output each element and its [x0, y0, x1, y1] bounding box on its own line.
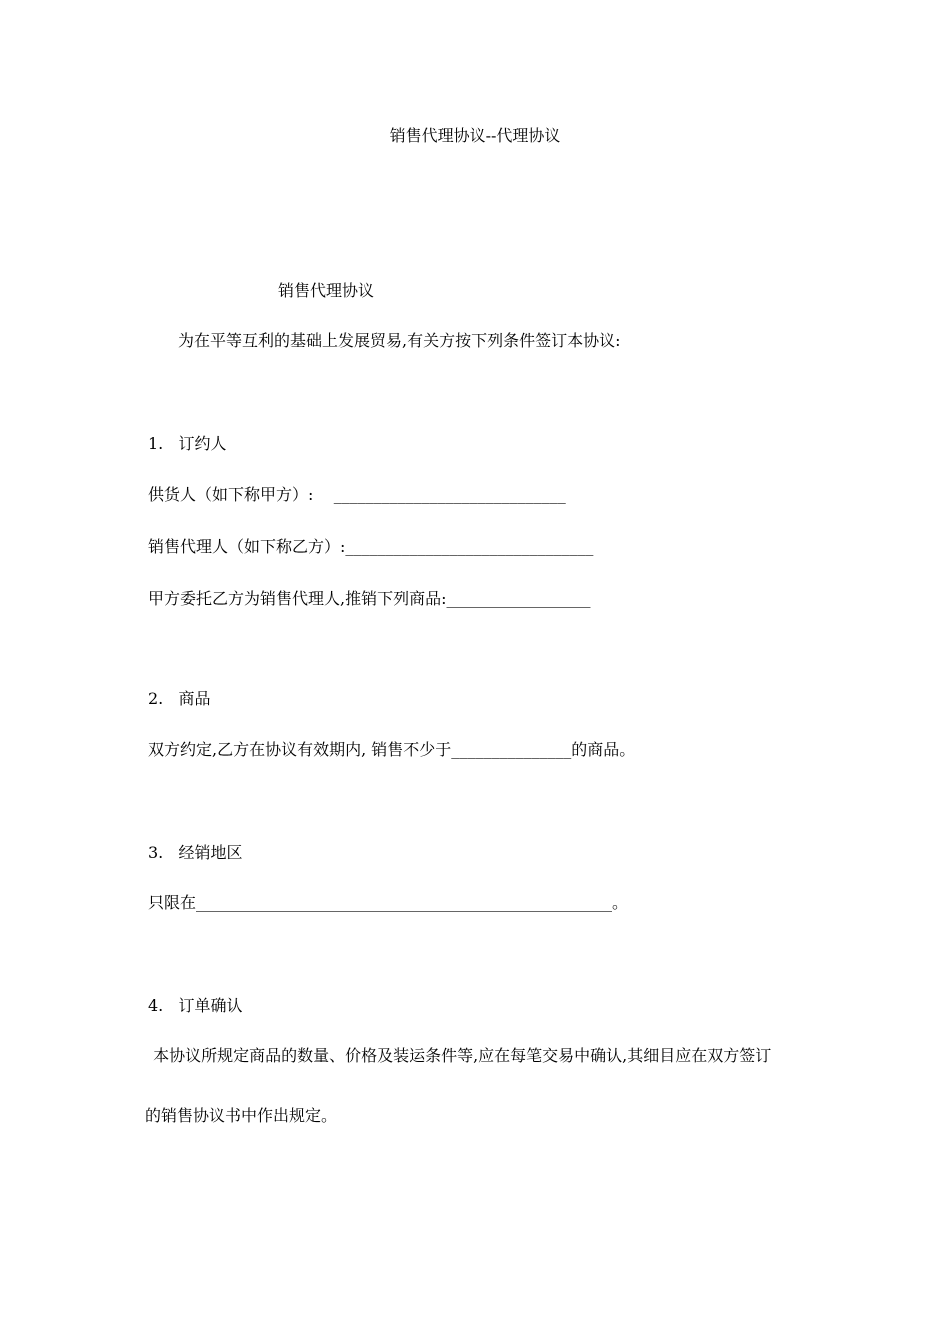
agent-line: 销售代理人（如下称乙方）:_______________________________ [148, 537, 594, 556]
section-2-text: 双方约定,乙方在协议有效期内, 销售不少于_______________的商品。 [148, 740, 636, 759]
section-3-heading: 3. 经销地区 [148, 843, 243, 862]
entrust-line: 甲方委托乙方为销售代理人,推销下列商品:__________________ [148, 589, 591, 608]
section-4-text-line2: 的销售协议书中作出规定。 [145, 1106, 338, 1125]
document-title: 销售代理协议--代理协议 [389, 126, 561, 145]
section-1-heading: 1. 订约人 [148, 434, 227, 453]
intro-paragraph: 为在平等互利的基础上发展贸易,有关方按下列条件签订本协议: [178, 331, 621, 350]
section-2-heading: 2. 商品 [148, 689, 211, 708]
supplier-line: 供货人（如下称甲方）: _____________________________ [148, 485, 566, 504]
section-4-text-line1: 本协议所规定商品的数量、价格及装运条件等,应在每笔交易中确认,其细目应在双方签订 [148, 1046, 772, 1065]
section-4-heading: 4. 订单确认 [148, 996, 243, 1015]
agreement-subtitle: 销售代理协议 [278, 281, 375, 300]
section-3-text: 只限在____________________________________________________。 [148, 893, 629, 912]
